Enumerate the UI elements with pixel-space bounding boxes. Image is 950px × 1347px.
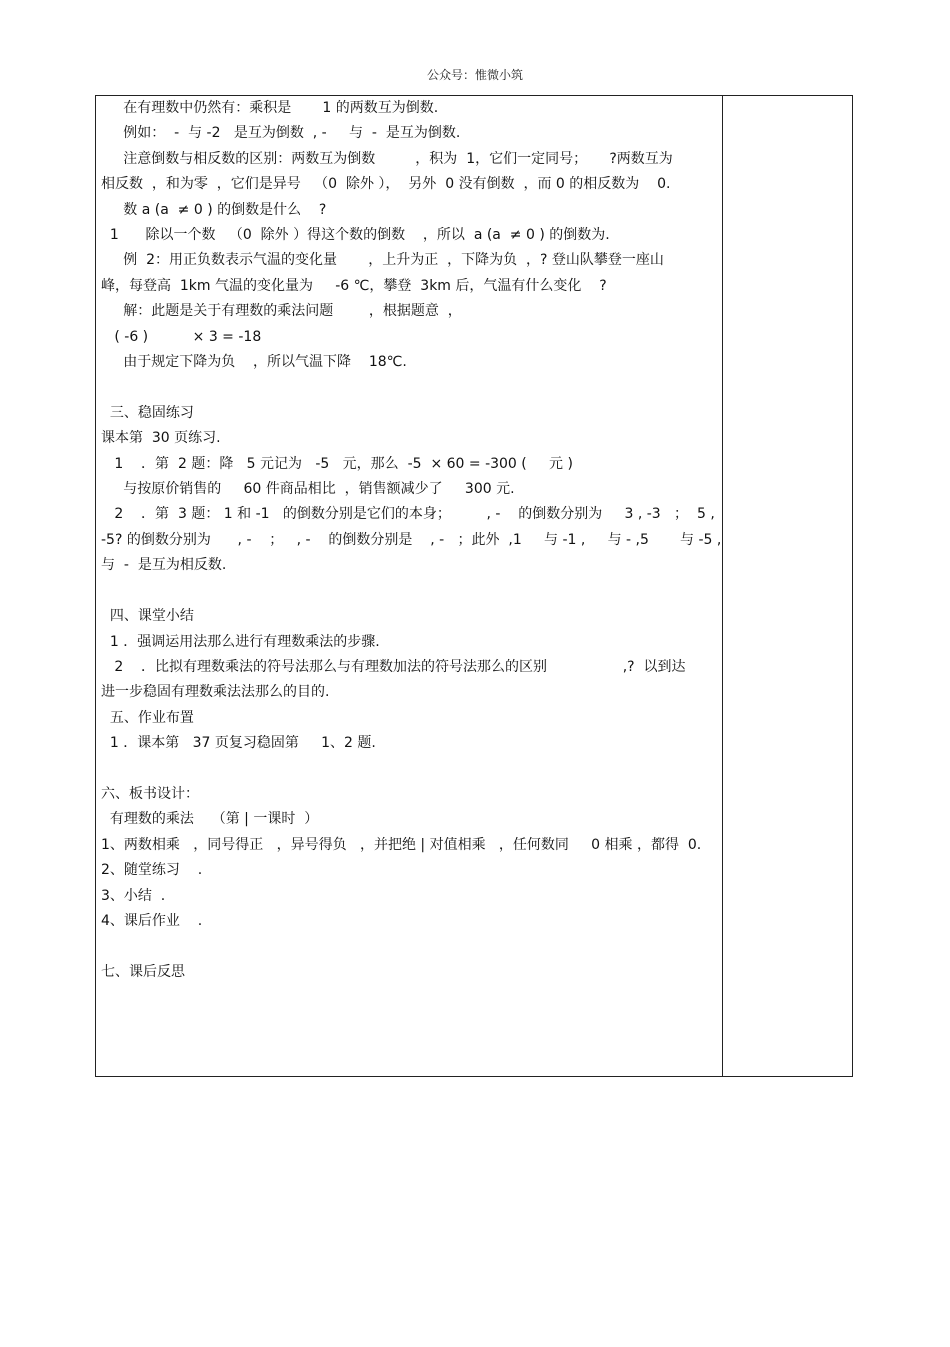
table-column-divider <box>722 95 723 1077</box>
text-line: 2 ．第 3 题： 1 和 -1 的倒数分别是它们的本身； , - 的倒数分别为 3 , -3 ； 5 , <box>101 506 715 523</box>
text-line: 数 a (a ≠ 0 ) 的倒数是什么 ? <box>101 201 327 218</box>
page-header: 公众号：惟微小筑 <box>426 68 523 82</box>
text-line: 1 ．强调运用法那么进行有理数乘法的步骤. <box>101 633 380 650</box>
blank-line <box>101 934 713 959</box>
section-heading: 六、板书设计： <box>101 785 199 802</box>
text-line: 由于规定下降为负 ，所以气温下降 18℃. <box>101 354 407 371</box>
text-line: 与按原价销售的 60 件商品相比 ，销售额减少了 300 元. <box>101 481 515 498</box>
section-heading: 五、作业布置 <box>101 709 194 726</box>
section-heading: 七、课后反思 <box>101 963 185 980</box>
text-line: 例 2：用正负数表示气温的变化量 ，上升为正 ，下降为负 ，? 登山队攀登一座山 <box>101 252 664 269</box>
text-line: 与 - 是互为相反数. <box>101 557 227 574</box>
section-heading: 四、课堂小结 <box>101 608 194 625</box>
text-line: 课本第 30 页练习. <box>101 430 221 447</box>
text-line: 解：此题是关于有理数的乘法问题 ，根据题意 ， <box>101 303 462 320</box>
text-line: 1 除以一个数 （0 除外 ）得这个数的倒数 ，所以 a (a ≠ 0 ) 的倒数为. <box>101 227 610 244</box>
blank-line <box>101 579 713 604</box>
section-heading: 三、稳固练习 <box>101 404 194 421</box>
text-line: ( -6 ) × 3 = -18 <box>101 328 262 345</box>
text-line: 1、两数相乘 ，同号得正 ，异号得负 ，并把绝 | 对值相乘 ，任何数同 0 相乘 ，都得 0. <box>101 836 702 853</box>
blank-line <box>101 757 713 782</box>
text-line: 1 ．第 2 题：降 5 元记为 -5 元，那么 -5 × 60 = -300 ( 元 ) <box>101 455 573 472</box>
text-line: 2 ．比拟有理数乘法的符号法那么与有理数加法的符号法那么的区别 ,? 以到达 <box>101 658 686 675</box>
text-line: 有理数的乘法 （第 | 一课时 ） <box>101 811 319 828</box>
blank-line <box>101 375 713 400</box>
text-line: 4、课后作业 . <box>101 912 203 929</box>
text-line: 注意倒数与相反数的区别：两数互为倒数 ，积为 1，它们一定同号； ?两数互为 <box>101 150 673 167</box>
text-line: 3、小结 . <box>101 887 166 904</box>
text-line: 峰，每登高 1km 气温的变化量为 -6 ℃，攀登 3km 后，气温有什么变化 ? <box>101 277 607 294</box>
text-line: 在有理数中仍然有：乘积是 1 的两数互为倒数. <box>101 100 439 116</box>
text-line: 1 ．课本第 37 页复习稳固第 1、2 题. <box>101 735 376 752</box>
text-line: 例如： - 与 -2 是互为倒数 , - 与 - 是互为倒数. <box>101 125 461 142</box>
text-line: 进一步稳固有理数乘法法那么的目的. <box>101 684 330 701</box>
lesson-content <box>101 96 722 985</box>
text-line: -5? 的倒数分别为 , - ； , - 的倒数分别是 , - ；此外 ,1 与 -1 , 与 - ,5 与 -5 , <box>101 531 722 548</box>
text-line: 相反数 ，和为零 ，它们是异号 （0 除外 ）， 另外 0 没有倒数 ，而 0 的相反数为 0. <box>101 176 671 193</box>
text-line: 2、随堂练习 . <box>101 862 203 879</box>
